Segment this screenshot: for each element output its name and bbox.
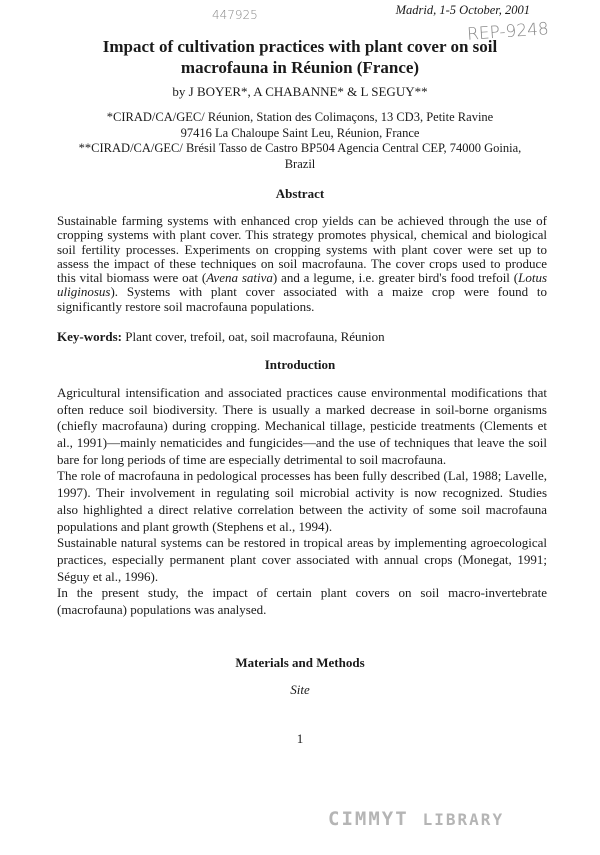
text-segment: ) and a legume, i.e. greater bird's food trefoil (	[272, 271, 519, 286]
affiliation-line: **CIRAD/CA/GEC/ Brésil Tasso de Castro BP504 Agencia Central CEP, 74000 Goinia,	[78, 141, 522, 155]
text-segment: bare for long periods of time are especially detrimental to soil macrofauna.	[57, 451, 447, 467]
keywords-text: Plant cover, trefoil, oat, soil macrofauna, Réunion	[122, 329, 385, 344]
text-segment: often reduce soil biodiversity. There is usually a marked decrease in soil-borne organisms	[57, 401, 547, 417]
text-segment: significantly restore soil macrofauna populations.	[57, 298, 315, 314]
text-line	[57, 402, 547, 419]
text-line	[57, 519, 547, 536]
text-segment: Agricultural intensification and associated practices cause environmental modifications that	[57, 385, 547, 400]
species-name: Avena sativa	[206, 271, 273, 286]
text-segment: The role of macrofauna in pedological processes has been fully described (Lal, 1988; Lavelle,	[57, 468, 547, 484]
text-segment: ). Systems with plant cover associated with a maize crop were found to	[110, 285, 547, 300]
affiliation-line: Brazil	[284, 156, 316, 171]
text-segment: assess the impact of these techniques on soil macrofauna. The cover crops used to produce	[57, 256, 547, 271]
text-line	[57, 485, 547, 502]
handwritten-reference: REP-9248	[466, 19, 550, 45]
abstract-heading: Abstract	[275, 186, 325, 201]
text-line	[57, 452, 547, 469]
text-line	[57, 285, 547, 299]
text-segment: soil fertility processes. Experiments on cropping systems with plant cover were set up to	[57, 242, 547, 257]
site-subheading: Site	[290, 682, 310, 697]
text-segment: al., 1991)—mainly nematicides and fungicides—and the use of techniques that leave the soil	[57, 435, 547, 451]
text-line	[57, 271, 547, 285]
methods-heading: Materials and Methods	[235, 655, 365, 670]
title-line: macrofauna in Réunion (France)	[180, 58, 420, 77]
text-line	[57, 602, 547, 619]
text-line	[57, 569, 547, 586]
text-line	[57, 552, 547, 569]
text-segment: populations and plant growth (Stephens et al., 1994).	[57, 518, 333, 534]
keywords-label: Key-words:	[57, 329, 122, 344]
page-number: 1	[296, 731, 304, 746]
text-line	[57, 257, 547, 271]
text-segment: In the present study, the impact of certain plant covers on soil macro-invertebrate	[57, 585, 547, 601]
text-segment: Sustainable farming systems with enhanced crop yields can be achieved through the use of	[57, 214, 547, 228]
text-line	[57, 243, 547, 257]
authors: by J BOYER*, A CHABANNE* & L SEGUY**	[172, 84, 428, 99]
text-line	[57, 502, 547, 519]
affiliation-line: *CIRAD/CA/GEC/ Réunion, Station des Colimaçons, 13 CD3, Petite Ravine	[106, 110, 494, 124]
text-segment: (macrofauna) populations was analysed.	[57, 601, 267, 617]
library-stamp	[328, 808, 504, 830]
stamp-text: LIBRARY	[422, 810, 505, 829]
text-segment: Sustainable natural systems can be restored in tropical areas by implementing agroecological	[57, 535, 547, 551]
title-line: Impact of cultivation practices with plant cover on soil	[102, 37, 498, 56]
species-name: uliginosus	[57, 285, 111, 300]
introduction-heading: Introduction	[264, 357, 336, 372]
handwritten-accession-number: 447925	[212, 8, 258, 22]
text-line	[57, 418, 547, 435]
affiliations	[0, 110, 600, 172]
text-line	[57, 435, 547, 452]
text-segment: Séguy et al., 1996).	[57, 568, 159, 584]
text-segment: this vital biomass were oat (	[57, 271, 207, 286]
conference-header: Madrid, 1-5 October, 2001	[395, 3, 530, 17]
abstract-body	[57, 214, 547, 314]
text-line	[57, 385, 547, 402]
text-line	[57, 535, 547, 552]
text-line	[57, 468, 547, 485]
introduction-body	[57, 385, 547, 619]
text-line	[57, 585, 547, 602]
text-line	[57, 214, 547, 228]
text-segment: practices, especially permanent plant cover associated with annual crops (Monegat, 1991;	[57, 551, 547, 567]
text-segment: 1997). Their involvement in regulating soil microbial activity is now recognized. Studies	[57, 485, 547, 501]
stamp-text: CIMMYT	[328, 808, 409, 830]
text-segment: (chiefly macrofauna) during cropping. Mechanical tillage, pesticide treatments (Clements et	[57, 418, 547, 434]
text-segment: cropping systems with plant cover. This strategy promotes physical, chemical and biological	[57, 228, 547, 243]
species-name: Lotus	[518, 271, 547, 286]
text-segment: also highlighted a direct relative correlation between the activity of some soil macrofauna	[57, 501, 547, 517]
paper-title	[0, 36, 600, 78]
keywords	[57, 329, 547, 345]
text-line	[57, 228, 547, 242]
text-line	[57, 300, 547, 314]
affiliation-line: 97416 La Chaloupe Saint Leu, Réunion, France	[180, 125, 420, 140]
